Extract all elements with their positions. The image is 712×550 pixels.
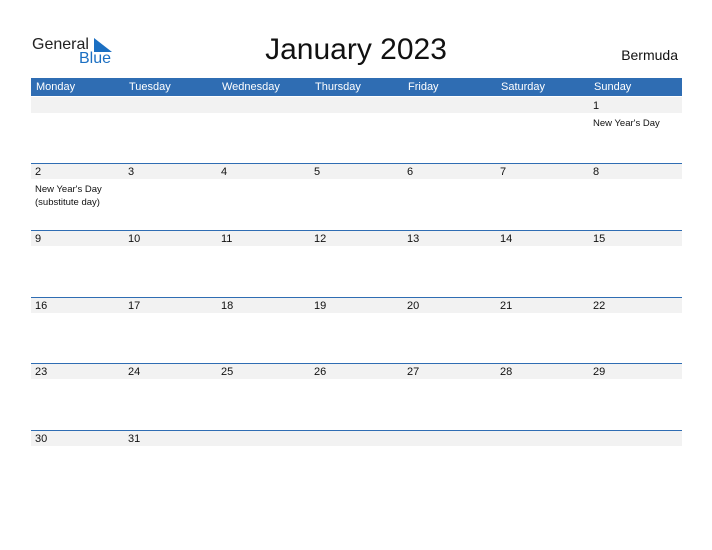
day-number: 12 xyxy=(314,233,327,245)
week-row xyxy=(31,163,682,230)
weekday-friday: Friday xyxy=(408,81,439,93)
weekday-monday: Monday xyxy=(36,81,76,93)
day-cell xyxy=(589,97,682,164)
day-number: 13 xyxy=(407,233,420,245)
day-number: 21 xyxy=(500,300,513,312)
day-cell xyxy=(496,430,589,497)
weekday-saturday: Saturday xyxy=(501,81,546,93)
logo-general-text: General xyxy=(32,36,89,53)
day-cell xyxy=(496,363,589,430)
day-cell xyxy=(124,430,217,497)
day-number: 2 xyxy=(35,166,42,178)
day-number: 20 xyxy=(407,300,420,312)
day-cell xyxy=(403,230,496,297)
day-cell xyxy=(310,363,403,430)
day-cell xyxy=(403,97,496,164)
day-cell xyxy=(31,97,124,164)
country-label: Bermuda xyxy=(621,47,678,63)
day-cell xyxy=(217,163,310,230)
day-number: 25 xyxy=(221,366,234,378)
day-cell xyxy=(496,297,589,364)
day-number: 10 xyxy=(128,233,141,245)
day-cell xyxy=(217,363,310,430)
day-cell xyxy=(124,163,217,230)
day-cell xyxy=(310,430,403,497)
day-number: 17 xyxy=(128,300,141,312)
day-cell xyxy=(310,97,403,164)
day-number: 5 xyxy=(314,166,321,178)
day-cell xyxy=(217,297,310,364)
day-cell xyxy=(124,363,217,430)
day-number: 11 xyxy=(221,233,233,245)
day-number: 16 xyxy=(35,300,48,312)
day-number: 4 xyxy=(221,166,228,178)
day-number: 15 xyxy=(593,233,606,245)
day-number: 3 xyxy=(128,166,135,178)
day-cell xyxy=(496,230,589,297)
week-row xyxy=(31,230,682,297)
weekday-header xyxy=(31,78,682,96)
day-cell xyxy=(124,230,217,297)
day-number: 30 xyxy=(35,433,48,445)
day-number: 28 xyxy=(500,366,513,378)
holiday-label: New Year's Day (substitute day) xyxy=(35,184,102,208)
logo-blue-text: Blue xyxy=(79,50,112,67)
day-number: 19 xyxy=(314,300,327,312)
day-number: 24 xyxy=(128,366,141,378)
holiday-label: New Year's Day xyxy=(593,118,660,129)
day-number: 8 xyxy=(593,166,600,178)
day-cell xyxy=(31,363,124,430)
day-number: 1 xyxy=(593,100,600,112)
day-cell xyxy=(403,163,496,230)
day-cell xyxy=(217,430,310,497)
page-title: January 2023 xyxy=(265,33,447,66)
day-cell xyxy=(31,430,124,497)
day-cell xyxy=(124,297,217,364)
day-cell xyxy=(31,230,124,297)
day-number: 31 xyxy=(128,433,141,445)
week-row xyxy=(31,430,682,497)
day-cell xyxy=(589,163,682,230)
day-cell xyxy=(589,430,682,497)
day-cell xyxy=(403,430,496,497)
week-row xyxy=(31,297,682,364)
day-cell xyxy=(496,97,589,164)
day-cell xyxy=(589,297,682,364)
day-cell xyxy=(31,163,124,230)
day-cell xyxy=(589,230,682,297)
day-number: 6 xyxy=(407,166,414,178)
day-cell xyxy=(217,97,310,164)
day-cell xyxy=(217,230,310,297)
day-number: 7 xyxy=(500,166,507,178)
day-number: 26 xyxy=(314,366,327,378)
day-cell xyxy=(124,97,217,164)
day-cell xyxy=(310,297,403,364)
weekday-sunday: Sunday xyxy=(594,81,632,93)
day-number: 29 xyxy=(593,366,606,378)
day-number: 22 xyxy=(593,300,606,312)
day-number: 18 xyxy=(221,300,234,312)
day-cell xyxy=(403,297,496,364)
day-cell xyxy=(310,163,403,230)
week-row xyxy=(31,363,682,430)
day-cell xyxy=(403,363,496,430)
day-number: 9 xyxy=(35,233,42,245)
week-row xyxy=(31,97,682,164)
day-cell xyxy=(496,163,589,230)
day-number: 23 xyxy=(35,366,48,378)
day-cell xyxy=(589,363,682,430)
weekday-thursday: Thursday xyxy=(315,81,361,93)
weekday-wednesday: Wednesday xyxy=(222,81,280,93)
weekday-tuesday: Tuesday xyxy=(129,81,171,93)
day-number: 14 xyxy=(500,233,513,245)
day-cell xyxy=(310,230,403,297)
day-number: 27 xyxy=(407,366,420,378)
day-cell xyxy=(31,297,124,364)
